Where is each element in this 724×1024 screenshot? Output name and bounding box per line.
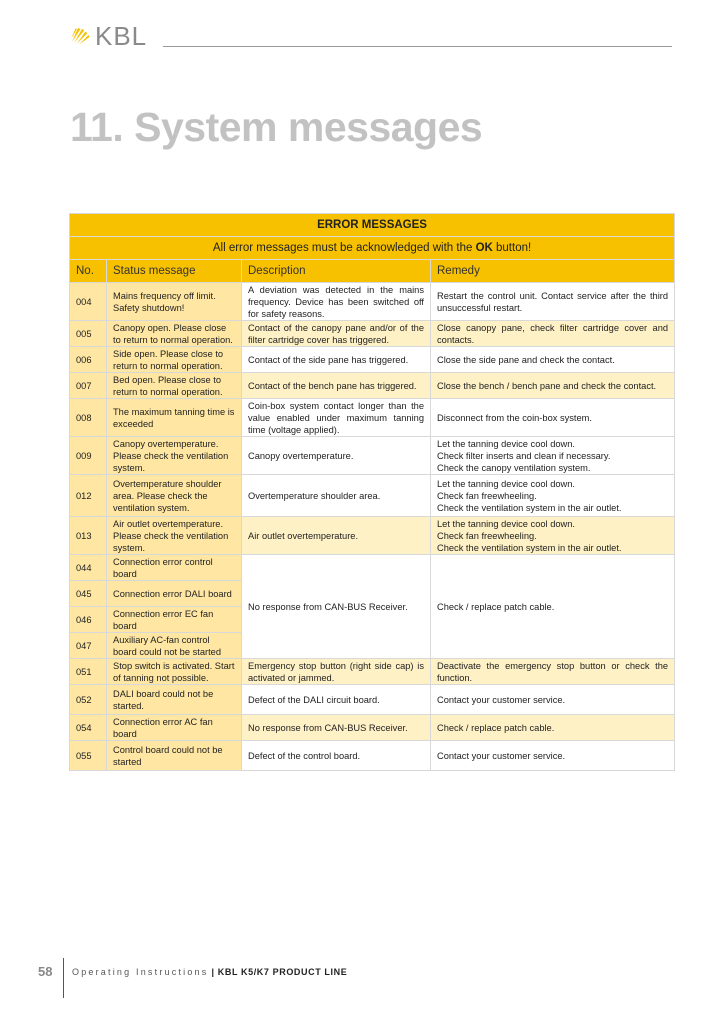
remedy: Deactivate the emergency stop button or check the function. — [431, 659, 675, 685]
error-number: 013 — [70, 517, 107, 555]
header-rule — [163, 46, 672, 47]
error-number: 008 — [70, 399, 107, 437]
description: Coin-box system contact longer than the value enabled under maximum tanning time (voltage applied). — [242, 399, 431, 437]
table-row — [70, 659, 675, 685]
remedy: Close canopy pane, check filter cartridge cover and contacts. — [431, 321, 675, 347]
status-message: Mains frequency off limit. Safety shutdown! — [107, 283, 242, 321]
status-message: The maximum tanning time is exceeded — [107, 399, 242, 437]
description: Defect of the control board. — [242, 741, 431, 771]
remedy: Close the bench / bench pane and check the contact. — [431, 373, 675, 399]
description: Canopy overtemperature. — [242, 437, 431, 475]
remedy: Contact your customer service. — [431, 685, 675, 715]
status-message: Bed open. Please close to return to normal operation. — [107, 373, 242, 399]
error-number: 047 — [70, 633, 107, 659]
error-number: 007 — [70, 373, 107, 399]
remedy: Restart the control unit. Contact service after the third unsuccessful restart. — [431, 283, 675, 321]
sun-logo-icon — [68, 24, 92, 48]
description: Overtemperature shoulder area. — [242, 475, 431, 517]
remedy: Contact your customer service. — [431, 741, 675, 771]
status-message: Connection error EC fan board — [107, 607, 242, 633]
table-row — [70, 555, 675, 581]
table-row — [70, 283, 675, 321]
status-message: Connection error AC fan board — [107, 715, 242, 741]
status-message: Auxiliary AC-fan control board could not be started — [107, 633, 242, 659]
column-header-status: Status message — [107, 260, 242, 283]
error-number: 045 — [70, 581, 107, 607]
footer-product-line: | KBL K5/K7 PRODUCT LINE — [208, 967, 348, 977]
column-header-no: No. — [70, 260, 107, 283]
footer-doc-type: Operating Instructions — [72, 967, 209, 977]
status-message: Overtemperature shoulder area. Please check the ventilation system. — [107, 475, 242, 517]
description: No response from CAN-BUS Receiver. — [242, 555, 431, 659]
column-header-description: Description — [242, 260, 431, 283]
error-number: 046 — [70, 607, 107, 633]
error-number: 005 — [70, 321, 107, 347]
table-row — [70, 517, 675, 555]
description: No response from CAN-BUS Receiver. — [242, 715, 431, 741]
column-header-remedy: Remedy — [431, 260, 675, 283]
status-message: Connection error control board — [107, 555, 242, 581]
table-title: ERROR MESSAGES — [70, 214, 675, 237]
error-number: 052 — [70, 685, 107, 715]
status-message: Canopy overtemperature. Please check the ventilation system. — [107, 437, 242, 475]
remedy: Close the side pane and check the contact. — [431, 347, 675, 373]
table-row — [70, 437, 675, 475]
footer-divider — [63, 958, 64, 998]
status-message: Stop switch is activated. Start of tanning not possible. — [107, 659, 242, 685]
brand-name: KBL — [95, 21, 148, 51]
table-row — [70, 373, 675, 399]
table-row — [70, 347, 675, 373]
description: Contact of the canopy pane and/or of the filter cartridge cover has triggered. — [242, 321, 431, 347]
status-message: Control board could not be started — [107, 741, 242, 771]
table-row — [70, 715, 675, 741]
subtitle-end: button! — [492, 242, 532, 254]
error-number: 012 — [70, 475, 107, 517]
description: Defect of the DALI circuit board. — [242, 685, 431, 715]
description: Emergency stop button (right side cap) is activated or jammed. — [242, 659, 431, 685]
error-number: 054 — [70, 715, 107, 741]
footer-text — [72, 967, 347, 977]
status-message: Canopy open. Please close to return to normal operation. — [107, 321, 242, 347]
error-number: 006 — [70, 347, 107, 373]
description: Air outlet overtemperature. — [242, 517, 431, 555]
description: A deviation was detected in the mains frequency. Device has been switched off for safety reasons. — [242, 283, 431, 321]
table-row — [70, 475, 675, 517]
subtitle-ok: OK — [475, 242, 493, 254]
error-number: 044 — [70, 555, 107, 581]
remedy: Let the tanning device cool down. Check fan freewheeling. Check the ventilation system in the air outlet. — [431, 517, 675, 555]
description: Contact of the bench pane has triggered. — [242, 373, 431, 399]
error-number: 051 — [70, 659, 107, 685]
status-message: Side open. Please close to return to normal operation. — [107, 347, 242, 373]
table-row — [70, 741, 675, 771]
error-number: 004 — [70, 283, 107, 321]
remedy: Check / replace patch cable. — [431, 715, 675, 741]
error-number: 009 — [70, 437, 107, 475]
remedy: Disconnect from the coin-box system. — [431, 399, 675, 437]
status-message: Air outlet overtemperature. Please check the ventilation system. — [107, 517, 242, 555]
table-row — [70, 399, 675, 437]
remedy: Let the tanning device cool down. Check fan freewheeling. Check the ventilation system in the air outlet. — [431, 475, 675, 517]
page-number: 58 — [38, 964, 53, 979]
error-number: 055 — [70, 741, 107, 771]
table-row — [70, 685, 675, 715]
remedy: Let the tanning device cool down. Check filter inserts and clean if necessary. Check the canopy ventilation system. — [431, 437, 675, 475]
status-message: Connection error DALI board — [107, 581, 242, 607]
description: Contact of the side pane has triggered. — [242, 347, 431, 373]
table-subtitle — [70, 237, 675, 260]
remedy: Check / replace patch cable. — [431, 555, 675, 659]
page-title: 11. System messages — [70, 104, 483, 150]
brand-logo — [68, 22, 147, 50]
table-row — [70, 321, 675, 347]
status-message: DALI board could not be started. — [107, 685, 242, 715]
subtitle-text: All error messages must be acknowledged with the — [212, 242, 476, 254]
error-messages-table — [69, 213, 675, 771]
